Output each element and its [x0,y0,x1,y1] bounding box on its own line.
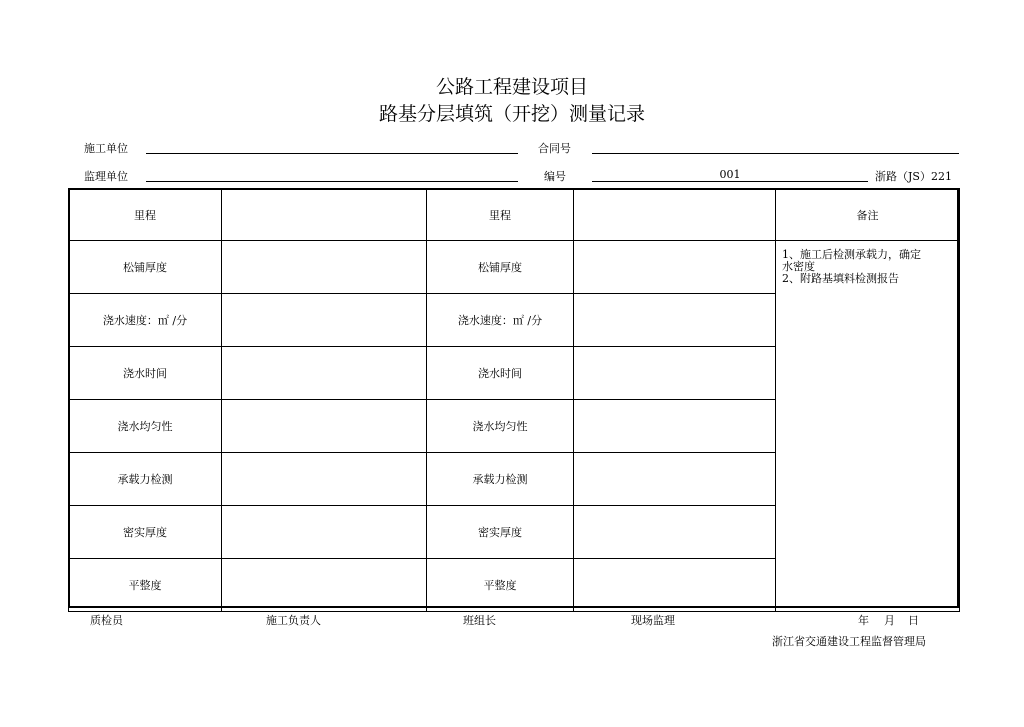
form-title-line2: 路基分层填筑（开挖）测量记录 [378,103,645,125]
contract-no-field[interactable] [592,153,959,154]
row-label-bearing-test-left: 承载力检测 [69,453,222,506]
form-title-line1: 公路工程建设项目 [435,76,588,98]
record-table [68,188,960,612]
row-label-watering-time-left: 浇水时间 [69,347,222,400]
cell-mileage-right[interactable] [574,189,776,241]
row-label-mileage-left: 里程 [69,189,222,241]
cell-compacted-thickness-left[interactable] [222,506,427,559]
row-label-flatness-left: 平整度 [69,559,222,612]
cell-compacted-thickness-right[interactable] [574,506,776,559]
row-label-loose-thickness-left: 松铺厚度 [69,241,222,294]
serial-no-value: 001 [719,168,741,181]
form-code: 浙路（JS）221 [875,170,952,183]
supervision-unit-label: 监理单位 [84,170,128,183]
supervision-unit-field[interactable] [146,181,518,182]
row-label-watering-uniformity-right: 浇水均匀性 [427,400,574,453]
table-row [69,241,960,294]
row-label-mileage-right: 里程 [427,189,574,241]
serial-no-label: 编号 [544,170,566,183]
row-label-watering-speed-left: 浇水速度：㎡ /分 [69,294,222,347]
construction-lead-label: 施工负责人 [266,614,321,627]
row-label-compacted-thickness-left: 密实厚度 [69,506,222,559]
row-label-watering-uniformity-left: 浇水均匀性 [69,400,222,453]
cell-watering-uniformity-left[interactable] [222,400,427,453]
cell-watering-uniformity-right[interactable] [574,400,776,453]
cell-mileage-left[interactable] [222,189,427,241]
date-day-label: 日 [908,614,919,627]
remarks-line: 水密度 [782,260,815,273]
site-supervisor-label: 现场监理 [631,614,675,627]
contract-no-label: 合同号 [538,142,571,155]
row-label-compacted-thickness-right: 密实厚度 [427,506,574,559]
cell-flatness-right[interactable] [574,559,776,612]
table-row [69,189,960,241]
cell-watering-time-right[interactable] [574,347,776,400]
cell-bearing-test-right[interactable] [574,453,776,506]
date-month-label: 月 [884,614,895,627]
remarks-line: 1、施工后检测承载力，确定 [782,248,921,261]
cell-watering-speed-right[interactable] [574,294,776,347]
cell-loose-thickness-right[interactable] [574,241,776,294]
cell-bearing-test-left[interactable] [222,453,427,506]
row-label-watering-time-right: 浇水时间 [427,347,574,400]
date-year-label: 年 [858,614,869,627]
team-leader-label: 班组长 [463,614,496,627]
row-label-flatness-right: 平整度 [427,559,574,612]
cell-watering-speed-left[interactable] [222,294,427,347]
row-label-loose-thickness-right: 松铺厚度 [427,241,574,294]
remarks-cell[interactable] [776,241,960,612]
serial-no-field[interactable] [592,181,868,182]
construction-unit-field[interactable] [146,153,518,154]
row-label-watering-speed-right: 浇水速度：㎡ /分 [427,294,574,347]
inspector-label: 质检员 [90,614,123,627]
remarks-header: 备注 [776,189,960,241]
row-label-bearing-test-right: 承载力检测 [427,453,574,506]
issuer-label: 浙江省交通建设工程监督管理局 [772,635,926,648]
cell-loose-thickness-left[interactable] [222,241,427,294]
cell-watering-time-left[interactable] [222,347,427,400]
remarks-line: 2、附路基填料检测报告 [782,272,899,285]
cell-flatness-left[interactable] [222,559,427,612]
construction-unit-label: 施工单位 [84,142,128,155]
